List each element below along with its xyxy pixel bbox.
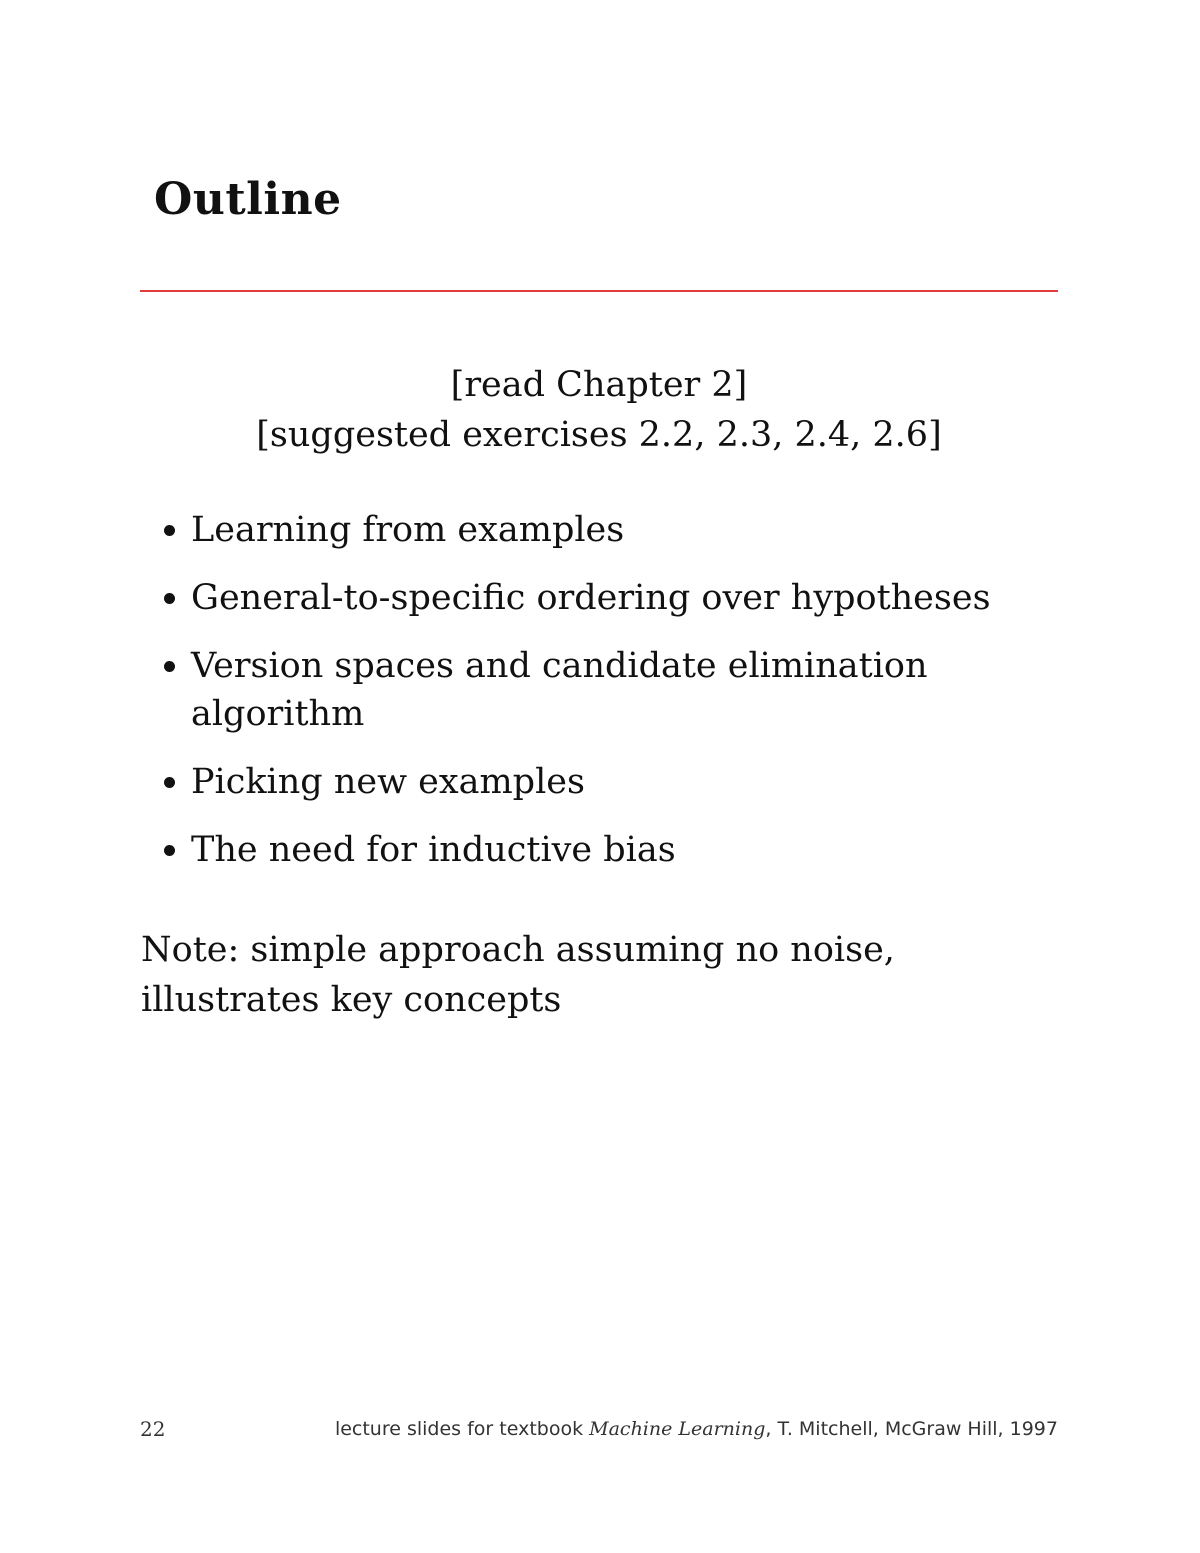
list-item — [160, 642, 1040, 738]
outline-list — [160, 506, 1040, 894]
bullet-icon — [164, 777, 175, 788]
list-item-text: Picking new examples — [191, 762, 585, 802]
credit-suffix: , T. Mitchell, McGraw Hill, 1997 — [765, 1418, 1058, 1440]
list-item — [160, 826, 1040, 874]
reading-chapter: [read Chapter 2] — [450, 365, 748, 405]
slide-title: Outline — [154, 174, 342, 225]
note-text: Note: simple approach assuming no noise, illustrates key concepts — [141, 930, 895, 1020]
footer — [140, 1414, 1058, 1444]
bullet-icon — [164, 593, 175, 604]
list-item-text: Learning from examples — [191, 510, 625, 550]
suggested-exercises: [suggested exercises 2.2, 2.3, 2.4, 2.6] — [256, 415, 942, 455]
list-item — [160, 506, 1040, 554]
list-item-text: Version spaces and candidate elimination algorithm — [191, 646, 928, 734]
page-number: 22 — [140, 1417, 166, 1441]
list-item — [160, 758, 1040, 806]
credit-prefix: lecture slides for textbook — [334, 1418, 590, 1440]
list-item — [160, 574, 1040, 622]
book-title: Machine Learning — [589, 1418, 766, 1440]
list-item-text: The need for inductive bias — [191, 830, 676, 870]
list-item-text: General-to-specific ordering over hypotheses — [191, 578, 991, 618]
reading-assignment — [140, 360, 1058, 460]
title-divider — [140, 290, 1058, 292]
bullet-icon — [164, 525, 175, 536]
bullet-icon — [164, 845, 175, 856]
bullet-icon — [164, 661, 175, 672]
footer-credit — [335, 1414, 1058, 1444]
